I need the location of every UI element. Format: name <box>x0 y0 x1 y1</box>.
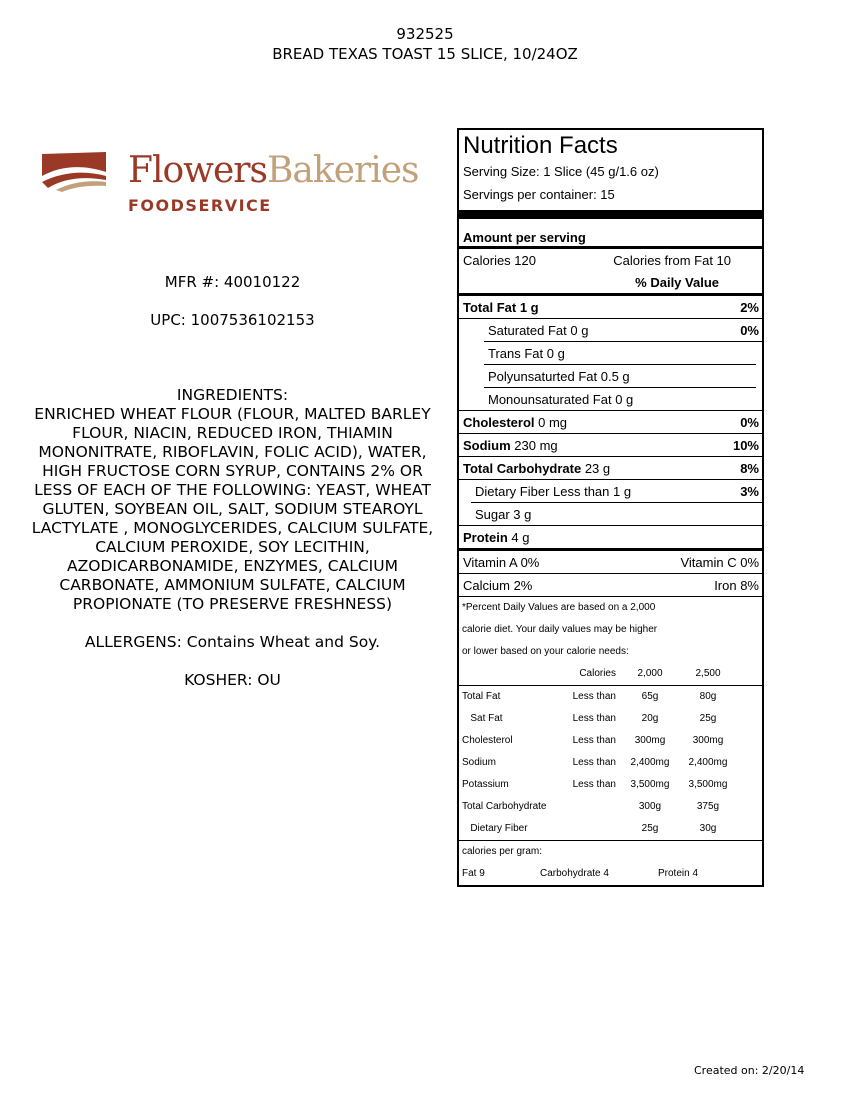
table-header-cell: 2,500 <box>695 668 721 679</box>
table-cell: 3,500mg <box>688 779 728 790</box>
table-cell <box>552 818 622 840</box>
total-carbohydrate-percent: 8% <box>740 460 759 476</box>
sodium-amount: 230 mg <box>510 437 558 453</box>
iron: Iron 8% <box>714 577 759 593</box>
table-cell: Less than <box>572 757 616 768</box>
total-carbohydrate-row <box>459 457 762 480</box>
footnote-line: calorie diet. Your daily values may be higher <box>462 624 658 635</box>
wheat-swoosh-icon <box>42 150 108 192</box>
mfr-number: MFR #: 40010122 <box>164 273 301 291</box>
calories-per-gram-values <box>462 863 759 885</box>
table-cell: 2,400mg <box>630 757 670 768</box>
ingredients-text: ENRICHED WHEAT FLOUR (FLOUR, MALTED BARLEY FLOUR, NIACIN, REDUCED IRON, THIAMIN MONONITRATE, RIBOFLAVIN, FOLIC ACID), WATER, HIGH FRUCTOSE CORN SYRUP, CONTAINS 2% OR LESS OF EACH OF THE FOLLOWING: YEAST, WHEAT GLUTEN, SOYBEAN OIL, SALT, SODIUM STEAROYL LACTYLATE , MONOGLYCERIDES, CALCIUM SULFATE, CALCIUM PEROXIDE, SOY LECITHIN, AZODICARBONAMIDE, ENZYMES, CALCIUM CARBONATE, AMMONIUM SULFATE, CALCIUM PROPIONATE (TO PRESERVE FRESHNESS) <box>31 405 434 613</box>
table-cell: 2,400mg <box>688 757 728 768</box>
calories-from-fat: Calories from Fat 10 <box>613 252 731 268</box>
cholesterol-label: Cholesterol <box>463 414 535 430</box>
mineral-row <box>459 574 762 597</box>
table-header-cell: 2,000 <box>637 668 663 679</box>
calories-row <box>459 249 762 271</box>
vitamin-row <box>459 551 762 574</box>
monounsaturated-fat: Monounsaturated Fat 0 g <box>488 391 634 407</box>
footnote-line: or lower based on your calorie needs: <box>462 646 629 657</box>
total-carbohydrate-amount: 23 g <box>581 460 611 476</box>
sodium-percent: 10% <box>732 437 759 453</box>
calories: Calories 120 <box>463 252 536 268</box>
footnote-block <box>459 597 762 685</box>
table-cell: Potassium <box>462 779 509 790</box>
dietary-fiber: Dietary Fiber Less than 1 g <box>475 483 632 499</box>
table-cell: 65g <box>641 691 659 702</box>
table-cell: Total Fat <box>462 691 501 702</box>
brand-subtitle: FOODSERVICE <box>128 196 272 215</box>
ingredients-heading: INGREDIENTS: <box>176 386 289 404</box>
allergens-text: ALLERGENS: Contains Wheat and Soy. <box>84 633 381 651</box>
amount-per-serving: Amount per serving <box>463 230 586 245</box>
daily-values-table-header <box>462 663 759 685</box>
table-header-cell: Calories <box>579 668 616 679</box>
trans-fat: Trans Fat 0 g <box>488 345 565 361</box>
table-cell: Dietary Fiber <box>462 823 528 834</box>
footnote-line: *Percent Daily Values are based on a 2,000 <box>462 602 656 613</box>
cholesterol-amount: 0 mg <box>534 414 568 430</box>
per-gram-fat: Fat 9 <box>462 868 485 879</box>
item-code: 932525 <box>396 25 454 43</box>
table-cell: 375g <box>696 801 720 812</box>
polyunsaturated-fat: Polyunsaturted Fat 0.5 g <box>488 368 630 384</box>
total-carbohydrate-label: Total Carbohydrate <box>463 460 582 476</box>
table-cell: Sodium <box>462 757 496 768</box>
saturated-fat-percent: 0% <box>740 322 759 338</box>
sugar-row <box>459 503 762 526</box>
thick-divider <box>459 210 762 219</box>
sugar: Sugar 3 g <box>475 506 532 522</box>
table-cell: 25g <box>641 823 659 834</box>
dietary-fiber-row <box>471 480 762 503</box>
table-cell: Sat Fat <box>462 713 503 724</box>
nutrition-title: Nutrition Facts <box>463 132 618 159</box>
daily-value-heading-row <box>459 271 762 296</box>
cholesterol-percent: 0% <box>740 414 759 430</box>
table-cell: 300mg <box>634 735 666 746</box>
total-fat-row <box>459 296 762 319</box>
document-header <box>0 24 850 64</box>
vitamin-c: Vitamin C 0% <box>680 554 759 570</box>
daily-values-table <box>459 685 762 840</box>
serving-size: Serving Size: 1 Slice (45 g/1.6 oz) <box>463 164 659 179</box>
protein-row <box>459 526 762 551</box>
table-cell: 3,500mg <box>630 779 670 790</box>
nutrition-facts-panel <box>457 128 764 887</box>
brand-name <box>128 150 419 191</box>
daily-values-table-body <box>462 686 759 840</box>
table-cell <box>552 796 622 818</box>
calories-per-gram-heading: calories per gram: <box>462 846 543 857</box>
total-fat-percent: 2% <box>740 299 759 315</box>
saturated-fat: Saturated Fat 0 g <box>488 322 589 338</box>
ingredients-block <box>30 386 435 690</box>
total-fat-label: Total Fat <box>463 299 517 315</box>
servings-per-container: Servings per container: 15 <box>463 187 615 202</box>
protein-label: Protein <box>463 529 508 545</box>
saturated-fat-row <box>484 319 762 342</box>
per-gram-protein: Protein 4 <box>658 868 699 879</box>
table-cell: Less than <box>572 735 616 746</box>
flowers-bakeries-logo <box>42 148 422 218</box>
table-cell: Less than <box>572 713 616 724</box>
calcium: Calcium 2% <box>463 577 533 593</box>
item-name: BREAD TEXAS TOAST 15 SLICE, 10/24OZ <box>272 45 578 63</box>
upc-code: UPC: 1007536102153 <box>150 311 315 329</box>
brand-part-bakeries: Bakeries <box>266 150 419 191</box>
table-cell: Cholesterol <box>462 735 513 746</box>
table-cell: 20g <box>641 713 659 724</box>
brand-part-flowers: Flowers <box>128 150 267 191</box>
dietary-fiber-percent: 3% <box>740 483 759 499</box>
per-gram-carbohydrate: Carbohydrate 4 <box>540 868 609 879</box>
table-cell: 25g <box>699 713 717 724</box>
sodium-label: Sodium <box>463 437 511 453</box>
table-cell: Total Carbohydrate <box>462 801 547 812</box>
cholesterol-row <box>459 411 762 434</box>
table-cell: Less than <box>572 779 616 790</box>
table-cell: 300g <box>638 801 662 812</box>
protein-amount: 4 g <box>507 529 530 545</box>
table-cell: Less than <box>572 691 616 702</box>
total-fat-amount: 1 g <box>516 299 539 315</box>
table-cell: 300mg <box>692 735 724 746</box>
daily-value-heading: % Daily Value <box>635 274 719 290</box>
trans-fat-row <box>484 342 756 365</box>
monounsaturated-fat-row <box>459 388 762 411</box>
table-cell: 30g <box>699 823 717 834</box>
sodium-row <box>459 434 762 457</box>
table-cell: 80g <box>699 691 717 702</box>
created-date: Created on: 2/20/14 <box>694 1064 805 1077</box>
polyunsaturated-fat-row <box>484 365 756 388</box>
kosher-text: KOSHER: OU <box>184 671 281 689</box>
calories-per-gram-block <box>459 840 762 885</box>
amount-per-serving-row <box>459 219 762 249</box>
vitamin-a: Vitamin A 0% <box>463 554 540 570</box>
